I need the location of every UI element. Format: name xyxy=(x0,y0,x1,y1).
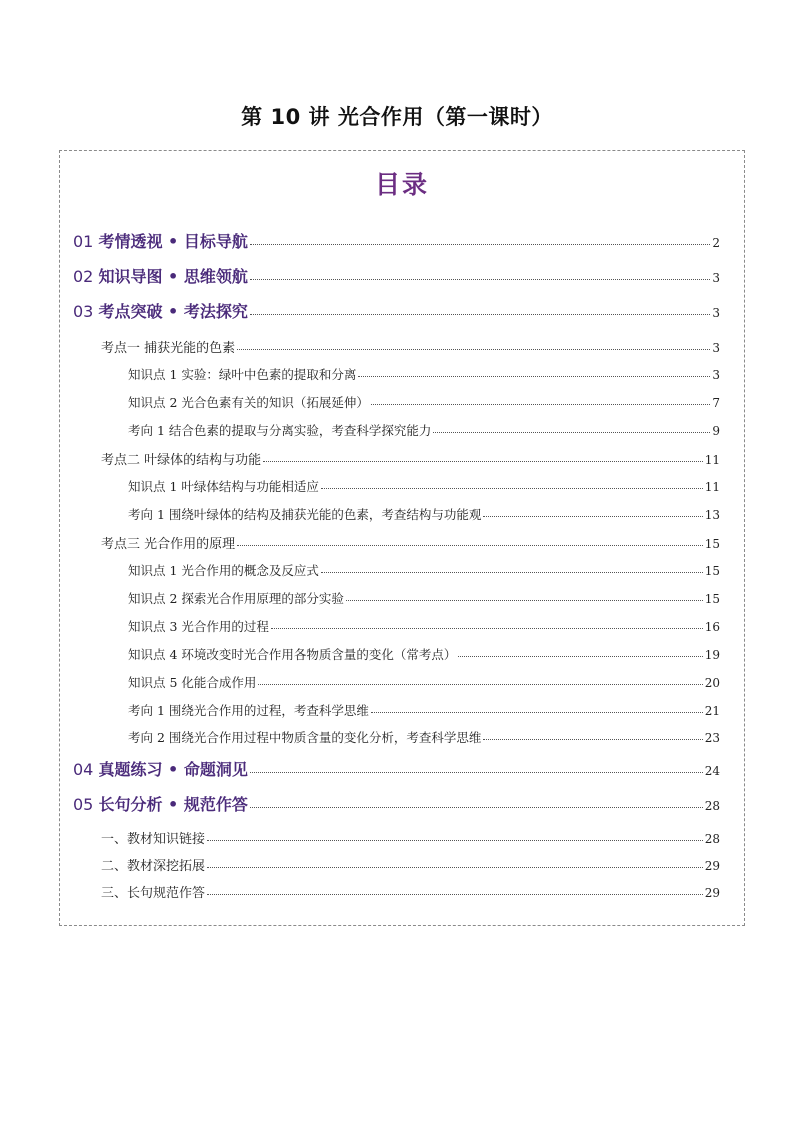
dot-leader xyxy=(237,545,703,546)
entry-label: 知识点 5 化能合成作用 xyxy=(128,675,257,690)
dot-leader xyxy=(321,572,703,573)
dot-leader xyxy=(207,840,703,841)
entry-label: 一、教材知识链接 xyxy=(101,832,206,847)
page-number: 3 xyxy=(712,271,720,285)
toc-kaoxiang[interactable] xyxy=(128,728,720,746)
entry-label: 二、教材深挖拓展 xyxy=(101,859,206,874)
page-number: 28 xyxy=(704,832,720,846)
toc-kaodian-1[interactable] xyxy=(101,337,720,356)
toc-zhishidian[interactable] xyxy=(128,617,720,635)
page-number: 3 xyxy=(712,341,720,355)
toc-zhishidian[interactable] xyxy=(128,645,720,663)
entry-label: 知识点 1 实验：绿叶中色素的提取和分离 xyxy=(128,367,357,382)
dot-leader xyxy=(250,314,711,315)
page-number: 20 xyxy=(704,676,720,690)
dot-leader xyxy=(271,628,703,629)
page-number: 19 xyxy=(704,648,720,662)
entry-label: 考点三 光合作用的原理 xyxy=(101,537,236,552)
toc-container xyxy=(59,150,745,926)
entry-label: 考点一 捕获光能的色素 xyxy=(101,341,236,356)
dot-leader xyxy=(258,684,702,685)
entry-label: 知识点 2 探索光合作用原理的部分实验 xyxy=(128,591,344,606)
entry-label: 知识点 4 环境改变时光合作用各物质含量的变化（常考点） xyxy=(128,647,457,662)
page-number: 15 xyxy=(704,564,720,578)
entry-label: 知识点 2 光合色素有关的知识（拓展延伸） xyxy=(128,395,369,410)
toc-subitem[interactable] xyxy=(101,855,720,874)
section-title: 长句分析 • 规范作答 xyxy=(98,795,248,814)
dot-leader xyxy=(458,656,702,657)
toc-subitem[interactable] xyxy=(101,828,720,847)
dot-leader xyxy=(237,349,710,350)
section-title: 考情透视 • 目标导航 xyxy=(98,232,248,251)
page-number: 13 xyxy=(704,508,720,522)
section-title: 知识导图 • 思维领航 xyxy=(98,267,248,286)
toc-kaoxiang[interactable] xyxy=(128,505,720,523)
page-number: 23 xyxy=(704,731,720,745)
section-number: 02 xyxy=(73,267,94,286)
toc-heading: 目录 xyxy=(374,170,429,199)
toc-zhishidian[interactable] xyxy=(128,561,720,579)
dot-leader xyxy=(483,516,702,517)
dot-leader xyxy=(250,279,711,280)
dot-leader xyxy=(263,461,703,462)
dot-leader xyxy=(346,600,703,601)
section-title: 考点突破 • 考法探究 xyxy=(98,302,248,321)
toc-kaoxiang[interactable] xyxy=(128,421,720,439)
entry-label: 知识点 3 光合作用的过程 xyxy=(128,619,269,634)
entry-label: 考向 1 围绕叶绿体的结构及捕获光能的色素，考查结构与功能观 xyxy=(128,507,482,522)
page-number: 3 xyxy=(712,306,720,320)
page-number: 29 xyxy=(704,859,720,873)
page-number: 3 xyxy=(712,368,720,382)
toc-kaodian-2[interactable] xyxy=(101,449,720,468)
dot-leader xyxy=(321,488,703,489)
toc-zhishidian[interactable] xyxy=(128,589,720,607)
page-title: 第 10 讲 光合作用（第一课时） xyxy=(241,105,553,129)
page-number: 15 xyxy=(704,537,720,551)
entry-label: 知识点 1 光合作用的概念及反应式 xyxy=(128,563,319,578)
page-number: 9 xyxy=(712,424,720,438)
entry-label: 考点二 叶绿体的结构与功能 xyxy=(101,453,262,468)
page-number: 28 xyxy=(704,799,720,813)
page-number: 7 xyxy=(712,396,720,410)
dot-leader xyxy=(250,244,711,245)
toc-section-01[interactable] xyxy=(73,229,720,252)
toc-kaoxiang[interactable] xyxy=(128,701,720,719)
dot-leader xyxy=(371,712,703,713)
toc-zhishidian[interactable] xyxy=(128,477,720,495)
section-number: 01 xyxy=(73,232,94,251)
dot-leader xyxy=(207,867,703,868)
dot-leader xyxy=(250,772,703,773)
toc-zhishidian[interactable] xyxy=(128,673,720,691)
toc-section-02[interactable] xyxy=(73,264,720,287)
toc-section-05[interactable] xyxy=(73,792,720,815)
entry-label: 知识点 1 叶绿体结构与功能相适应 xyxy=(128,479,319,494)
entry-label: 三、长句规范作答 xyxy=(101,886,206,901)
page-number: 15 xyxy=(704,592,720,606)
dot-leader xyxy=(433,432,710,433)
toc-section-03[interactable] xyxy=(73,299,720,322)
dot-leader xyxy=(358,376,710,377)
toc-section-04[interactable] xyxy=(73,757,720,780)
page-number: 16 xyxy=(704,620,720,634)
dot-leader xyxy=(207,894,703,895)
toc-zhishidian[interactable] xyxy=(128,393,720,411)
dot-leader xyxy=(483,739,702,740)
entry-label: 考向 1 结合色素的提取与分离实验，考查科学探究能力 xyxy=(128,423,432,438)
toc-subitem[interactable] xyxy=(101,882,720,901)
section-number: 03 xyxy=(73,302,94,321)
section-number: 05 xyxy=(73,795,94,814)
toc-zhishidian[interactable] xyxy=(128,365,720,383)
dot-leader xyxy=(250,807,703,808)
entry-label: 考向 1 围绕光合作用的过程，考查科学思维 xyxy=(128,703,369,718)
dot-leader xyxy=(371,404,710,405)
section-number: 04 xyxy=(73,760,94,779)
page-number: 2 xyxy=(712,236,720,250)
section-title: 真题练习 • 命题洞见 xyxy=(98,760,248,779)
page-number: 29 xyxy=(704,886,720,900)
entry-label: 考向 2 围绕光合作用过程中物质含量的变化分析，考查科学思维 xyxy=(128,730,482,745)
page-number: 24 xyxy=(704,764,720,778)
toc-kaodian-3[interactable] xyxy=(101,533,720,552)
page-number: 11 xyxy=(704,453,720,467)
page-number: 11 xyxy=(704,480,720,494)
page-number: 21 xyxy=(704,704,720,718)
